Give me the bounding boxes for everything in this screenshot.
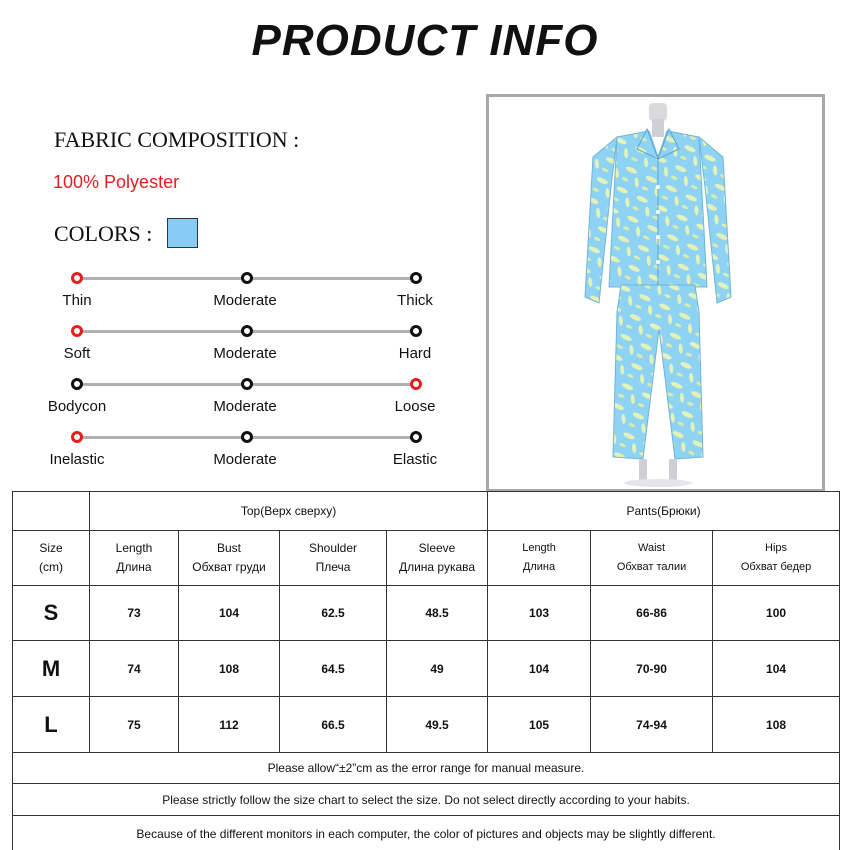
fabric-composition-value: 100% Polyester	[53, 172, 180, 192]
scale-dot-middle	[241, 272, 253, 284]
fabric-composition-label: FABRIC COMPOSITION :	[54, 127, 300, 152]
column-header-shoulder: Shoulder Плеча	[280, 531, 387, 586]
pants-length-cell: 104	[488, 641, 591, 697]
scale-label-left: Soft	[63, 345, 91, 362]
pants-group-header: Pants(Брюки)	[488, 492, 840, 531]
scale-dot-left	[71, 431, 83, 443]
scale-label-left: Bodycon	[47, 398, 107, 415]
size-cell: L	[13, 697, 90, 753]
table-row	[13, 586, 840, 641]
column-header-sleeve: Sleeve Длина рукава	[387, 531, 488, 586]
pajama-set-illustration	[489, 97, 822, 489]
color-swatch[interactable]	[167, 218, 198, 248]
shoulder-cell: 62.5	[280, 586, 387, 641]
sleeve-cell: 49	[387, 641, 488, 697]
waist-cell: 66-86	[591, 586, 713, 641]
color-difference-note: Because of the different monitors in each computer, the color of pictures and objects may be slightly different.	[13, 816, 840, 850]
column-header-row	[13, 531, 840, 586]
column-header-size: Size (cm)	[13, 531, 90, 586]
table-row	[13, 697, 840, 753]
scale-dot-right	[410, 378, 422, 390]
top-group-header: Top(Верх сверху)	[90, 492, 488, 531]
scale-dot-right	[410, 325, 422, 337]
scale-label-middle: Moderate	[213, 451, 277, 468]
fit-scale	[40, 376, 455, 416]
sleeve-cell: 48.5	[387, 586, 488, 641]
empty-header-cell	[13, 492, 90, 531]
elasticity-scale	[40, 429, 455, 469]
note-row	[13, 816, 840, 850]
size-cell: S	[13, 586, 90, 641]
scale-dot-middle	[241, 431, 253, 443]
note-row	[13, 753, 840, 784]
scale-label-right: Thick	[397, 292, 433, 309]
scale-label-left: Inelastic	[49, 451, 105, 468]
scale-dot-left	[71, 325, 83, 337]
table-row	[13, 641, 840, 697]
column-header-bust: Bust Обхват груди	[179, 531, 280, 586]
bust-cell: 108	[179, 641, 280, 697]
thickness-scale	[40, 270, 455, 310]
scale-label-left: Thin	[62, 292, 92, 309]
bust-cell: 112	[179, 697, 280, 753]
scale-dot-right	[410, 272, 422, 284]
column-header-waist: Waist Обхват талии	[591, 531, 713, 586]
size-chart-table	[12, 491, 840, 850]
shoulder-cell: 66.5	[280, 697, 387, 753]
scale-dot-middle	[241, 325, 253, 337]
column-header-top-length: Length Длина	[90, 531, 179, 586]
scale-label-right: Elastic	[392, 451, 438, 468]
colors-label: COLORS :	[54, 221, 153, 246]
hips-cell: 108	[713, 697, 840, 753]
column-header-hips: Hips Обхват бедер	[713, 531, 840, 586]
scale-label-right: Hard	[398, 345, 432, 362]
note-row	[13, 784, 840, 816]
waist-cell: 74-94	[591, 697, 713, 753]
top-length-cell: 73	[90, 586, 179, 641]
scale-dot-right	[410, 431, 422, 443]
scale-label-middle: Moderate	[213, 398, 277, 415]
bust-cell: 104	[179, 586, 280, 641]
shoulder-cell: 64.5	[280, 641, 387, 697]
scale-dot-middle	[241, 378, 253, 390]
scale-dot-left	[71, 378, 83, 390]
top-length-cell: 75	[90, 697, 179, 753]
waist-cell: 70-90	[591, 641, 713, 697]
softness-scale	[40, 323, 455, 363]
scale-dot-left	[71, 272, 83, 284]
product-photo	[486, 94, 825, 492]
top-length-cell: 74	[90, 641, 179, 697]
hips-cell: 100	[713, 586, 840, 641]
size-cell: M	[13, 641, 90, 697]
group-header-row	[13, 492, 840, 531]
pants-length-cell: 103	[488, 586, 591, 641]
size-selection-note: Please strictly follow the size chart to select the size. Do not select directly according to your habits.	[13, 784, 840, 816]
sleeve-cell: 49.5	[387, 697, 488, 753]
pants-length-cell: 105	[488, 697, 591, 753]
measurement-error-note: Please allow“±2”cm as the error range for manual measure.	[13, 753, 840, 784]
scale-label-right: Loose	[394, 398, 436, 415]
scale-label-middle: Moderate	[213, 292, 277, 309]
hips-cell: 104	[713, 641, 840, 697]
scale-label-middle: Moderate	[213, 345, 277, 362]
page-title: PRODUCT INFO	[251, 16, 599, 65]
column-header-pants-length: Length Длина	[488, 531, 591, 586]
